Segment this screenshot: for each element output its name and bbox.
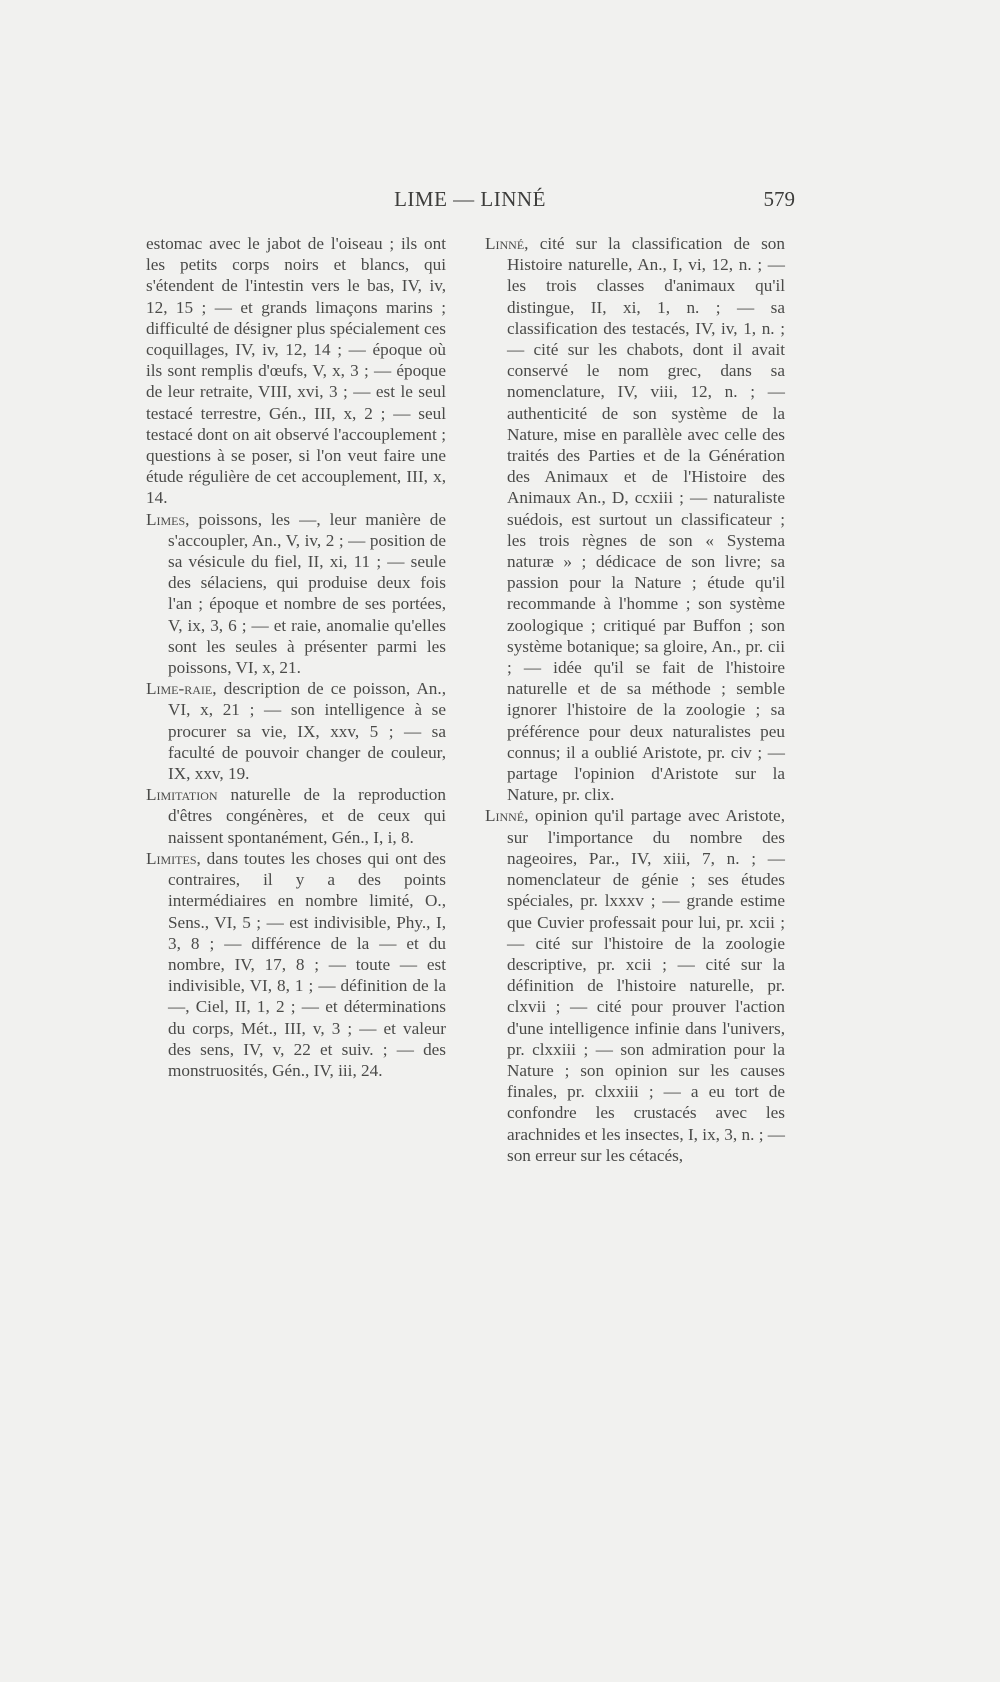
entry-headword: Limites	[146, 848, 197, 868]
entry-text: , dans toutes les choses qui ont des contraires, il y a des points intermédiaires en nombre limité, O., Sens., VI, 5 ; — est indivisible, Phy., I, 3, 8 ; — différence de la — et du nombre, IV, 17, 8 ; — toute — est indivisible, VI, 8, 1 ; — définition de la —, Ciel, II, 1, 2 ; — et déterminations du corps, Mét., III, v, 3 ; — et valeur des sens, IV, v, 22 et suiv. ; — des monstruosités, Gén., IV, iii, 24.	[168, 848, 446, 1080]
entry-headword: Limitation	[146, 785, 218, 805]
entry-text: naturelle de la reproduction d'êtres congénères, et de ceux qui naissent spontanément, Gén., I, i, 8.	[168, 785, 446, 847]
index-entry	[146, 233, 446, 509]
entry-headword: Linné	[485, 806, 525, 826]
index-entry	[146, 509, 446, 679]
page-number: 579	[763, 187, 795, 211]
index-entry	[146, 678, 446, 784]
index-entry	[485, 233, 785, 805]
entry-text: , opinion qu'il partage avec Aristote, sur l'importance du nombre des nageoires, Par., IV, xiii, 7, n. ; — nomenclateur de génie ; ses études spéciales, pr. lxxxv ; — grande estime que Cuvier professait pour lui, pr. xcii ; — cité sur l'histoire de la zoologie descriptive, pr. xcii ; — cité sur la définition de l'histoire naturelle, pr. clxvii ; — cité pour prouver l'action d'une intelligence infinie dans l'univers, pr. clxxiii ; — son admiration pour la Nature ; son opinion sur les causes finales, pr. clxxiii ; — a eu tort de confondre les crustacés avec les arachnides et les insectes, I, ix, 3, n. ; — son erreur sur les cétacés,	[507, 806, 785, 1165]
entry-headword: Lime-raie	[146, 679, 213, 699]
entry-headword: Limes	[146, 509, 186, 529]
entry-text: estomac avec le jabot de l'oiseau ; ils ont les petits corps noirs et blancs, qui s'étendent de l'intestin vers le bas, IV, iv, 12, 15 ; — et grands limaçons marins ; difficulté de désigner plus spécialement ces coquillages, IV, iv, 12, 14 ; — époque où ils sont remplis d'œufs, V, x, 3 ; — époque de leur retraite, VIII, xvi, 3 ; — est le seul testacé terrestre, Gén., III, x, 2 ; — seul testacé dont on ait observé l'accouplement ; questions à se poser, si l'on veut faire une étude régulière de cet accouplement, III, x, 14.	[146, 234, 446, 508]
left-column	[146, 233, 446, 1081]
right-column	[485, 233, 785, 1166]
entry-text: , poissons, les —, leur manière de s'accoupler, An., V, iv, 2 ; — position de sa vésicule du fiel, II, xi, 11 ; — seule des sélaciens, qui produise deux fois l'an ; époque et nombre de ses portées, V, ix, 3, 6 ; — et raie, anomalie qu'elles sont les seules à présenter parmi les poissons, VI, x, 21.	[168, 509, 446, 678]
entry-headword: Linné	[485, 234, 525, 253]
running-head	[145, 187, 795, 217]
running-head-title: LIME — LINNÉ	[394, 187, 546, 211]
entry-text: , description de ce poisson, An., VI, x, 21 ; — son intelligence à se procurer sa vie, IX, xxv, 5 ; — sa faculté de pouvoir changer de couleur, IX, xxv, 19.	[168, 679, 446, 784]
index-entry	[146, 784, 446, 848]
entry-text: , cité sur la classification de son Histoire naturelle, An., I, vi, 12, n. ; — les trois classes d'animaux qu'il distingue, II, xi, 1, n. ; — sa classification des testacés, IV, iv, 1, n. ; — cité sur les chabots, dont il avait conservé le nom grec, dans sa nomenclature, IV, viii, 12, n. ; — authenticité de son système de la Nature, mise en parallèle avec celle des traités des Parties et de la Génération des Animaux et de l'Histoire des Animaux An., D, ccxiii ; — naturaliste suédois, est surtout un classificateur ; les trois règnes de son « Systema naturæ » ; dédicace de son livre; sa passion pour la Nature ; étude qu'il recommande à l'homme ; son système zoologique ; critiqué par Buffon ; son système botanique; sa gloire, An., pr. cii ; — idée qu'il se fait de l'histoire naturelle et de sa méthode ; semble ignorer l'histoire de la zoologie ; sa préférence pour deux naturalistes peu connus; il a oublié Aristote, pr. civ ; — partage l'opinion d'Aristote sur la Nature, pr. clix.	[507, 234, 785, 805]
index-entry	[485, 805, 785, 1165]
index-entry	[146, 848, 446, 1081]
